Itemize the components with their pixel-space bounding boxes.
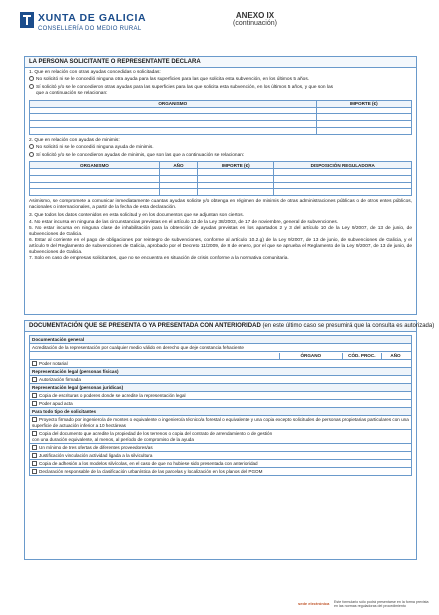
col-organismo: ORGANISMO xyxy=(30,100,317,107)
general-docs-heading: Documentación general xyxy=(29,335,412,344)
question-2: 2. Que en relación con ayudas de minimis: xyxy=(29,137,120,143)
checkbox-icon[interactable] xyxy=(32,453,37,458)
col-importe: IMPORTE (€) xyxy=(198,162,274,169)
checkbox-icon[interactable] xyxy=(32,469,37,474)
q2-option-no[interactable]: No solicitó ni se le concedió ninguna ayuda de minimis. xyxy=(25,144,416,151)
checkbox-icon[interactable] xyxy=(32,445,37,450)
checkbox-icon[interactable] xyxy=(32,393,37,398)
radio-icon[interactable] xyxy=(29,152,34,157)
table-row xyxy=(30,107,412,114)
copia-documento-row[interactable]: Copia del documento que acredite la propiedad de los terrenos o copia del contrato de arrendamiento o de gestión con una duración equivalente, al menos, al período de compromiso de la ayuda xyxy=(29,430,412,444)
justificacion-row[interactable]: Justificación vinculación actividad ligada a la silvicultura xyxy=(29,452,412,460)
col-organismo: ORGANISMO xyxy=(30,162,160,169)
checkbox-icon[interactable] xyxy=(32,377,37,382)
table-row xyxy=(30,175,412,182)
copia-escrituras-row[interactable]: Copia de escrituras o poderes donde se acredite la representación legal xyxy=(29,392,412,400)
table-row xyxy=(30,182,412,189)
declaration-item-6: 6. Estar al corriente en el pago de obligaciones por reintegro de subvenciones, conforme al artículo 10.2.g) de la Ley 9/2007, de 13 de junio, de subvenciones de Galicia, y el artículo 9 del Reglamento de subvenciones de Galicia, aprobado por el Decreto 11/2009, de 8 de enero, por el que se aprueba el Reglamento de la Ley 9/2007, de 13 de junio, de subvenciones de Galicia. xyxy=(29,237,412,255)
col-ano: AÑO xyxy=(159,162,197,169)
xunta-emblem-icon xyxy=(20,12,34,28)
declaration-section xyxy=(24,56,417,315)
declaration-title: LA PERSONA SOLICITANTE O REPRESENTANTE DECLARA xyxy=(25,57,416,68)
radio-icon[interactable] xyxy=(29,76,34,81)
q1-option-no[interactable]: No solicitó ni se le concedió ninguna otra ayuda para las superficies para las que solicita esta subvención, en los últimos 5 años. xyxy=(25,76,416,83)
q1-option-yes-cont: que a continuación se relacionan: xyxy=(36,91,108,97)
checkbox-icon[interactable] xyxy=(32,361,37,366)
table-row xyxy=(30,114,412,121)
col-importe: IMPORTE (€) xyxy=(316,100,412,107)
org-title: XUNTA DE GALICIA xyxy=(38,12,147,24)
todo-tipo-heading: Para todo tipo de solicitantes xyxy=(29,408,412,416)
commitment-text: Asimismo, se compromete a comunicar inmediatamente cuantas ayudas solicite y/o obtenga en régimen de minimis de otras administraciones públicas o de otros entes públicos, nacionales o internacionales, a partir de la fecha de esta declaración. xyxy=(29,199,412,211)
col-cod-proc: CÓD. PROC. xyxy=(342,353,381,359)
poder-apud-row[interactable]: Poder apud acta xyxy=(29,400,412,408)
declaration-item-3: 3. Que todos los datos contenidos en esta solicitud y en los documentos que se adjuntan son ciertos. xyxy=(29,213,244,219)
col-organo: ÓRGANO xyxy=(279,353,342,359)
q1-option-yes[interactable]: Sí solicitó y/o se le concedieron otras ayudas para las superficies para las que solicita esta subvención, en los últimos 5 años, y que son las xyxy=(25,84,416,91)
annex-title: ANEXO IX xyxy=(235,11,275,20)
proyecto-row[interactable]: Proyecto firmado por ingeniero/a de montes o equivalente o ingeniero/a técnico/a forestal o equivalente y una copia excepto solicitudes de personas propietarias particulares con una superficie de actuación inferior a 10 hectáreas xyxy=(29,416,412,430)
annex-subtitle: (continuación) xyxy=(233,20,277,27)
documentation-section xyxy=(24,320,435,560)
minimo-ofertas-row[interactable]: Un mínimo de tres ofertas de diferentes proveedores/as xyxy=(29,444,412,452)
column-header-row xyxy=(29,352,412,360)
documentation-list xyxy=(29,335,412,476)
declaration-item-4: 4. No estar incursa en ninguna de las circunstancias previstas en el artículo 13 de la Ley 38/2003, de 17 de noviembre, general de subvenciones. xyxy=(29,219,339,225)
rep-juridicas-heading: Representación legal (personas jurídicas) xyxy=(29,384,412,392)
declaracion-row[interactable]: Declaración responsable de la clasificación urbanística de las parcelas y localización en los planos del PGOM xyxy=(29,468,412,476)
documentation-title: DOCUMENTACIÓN QUE SE PRESENTA O YA PRESENTADA CON ANTERIORIDAD (en este último caso se presumirá que la consulta es autorizada) xyxy=(25,321,416,332)
checkbox-icon[interactable] xyxy=(32,431,37,436)
col-disposicion: DISPOSICIÓN REGULADORA xyxy=(274,162,412,169)
question-1: 1. Que en relación con otras ayudas concedidas o solicitadas: xyxy=(29,70,161,75)
other-aid-table xyxy=(29,100,412,135)
sede-electronica-logo: sede electrónica xyxy=(298,601,330,606)
radio-icon[interactable] xyxy=(29,84,34,89)
footer-note: Este formulario sólo podrá presentarse en la forma prevista en las normas reguladoras del procedimiento xyxy=(334,600,429,609)
table-row xyxy=(30,189,412,196)
col-ano: AÑO xyxy=(381,353,409,359)
org-subtitle: CONSELLERÍA DO MEDIO RURAL xyxy=(38,26,142,32)
table-row xyxy=(30,128,412,135)
declaration-item-5: 5. No estar incursa en ninguna clase de inhabilitación para la obtención de ayudas previstas en los apartados 2 y 3 del artículo 10 de la Ley 9/2007, de 13 de junio, de subvenciones de Galicia. xyxy=(29,225,412,237)
document-header xyxy=(20,10,425,46)
table-row xyxy=(30,169,412,176)
minimis-aid-table xyxy=(29,161,412,196)
rep-fisicas-heading: Representación legal (personas físicas) xyxy=(29,368,412,376)
radio-icon[interactable] xyxy=(29,144,34,149)
poder-notarial-row[interactable]: Poder notarial xyxy=(29,360,412,368)
checkbox-icon[interactable] xyxy=(32,401,37,406)
copia-adhesion-row[interactable]: Copia de adhesión a los modelos silvícolas, en el caso de que no hubiese sido presentada con anterioridad xyxy=(29,460,412,468)
declaration-item-7: 7. Solo en caso de empresas solicitantes, que no se encuentra en situación de crisis conforme a la normativa comunitaria. xyxy=(29,256,289,262)
table-row xyxy=(30,121,412,128)
checkbox-icon[interactable] xyxy=(32,417,37,422)
autorizacion-row[interactable]: Autorización firmada xyxy=(29,376,412,384)
accreditation-row: Acreditación de la representación por cualquier medio válido en derecho que deje constancia fehaciente xyxy=(29,344,412,352)
checkbox-icon[interactable] xyxy=(32,461,37,466)
q2-option-yes[interactable]: Sí solicitó y/o se le concedieron ayudas de minimis, que son las que a continuación se relacionan: xyxy=(25,152,416,159)
